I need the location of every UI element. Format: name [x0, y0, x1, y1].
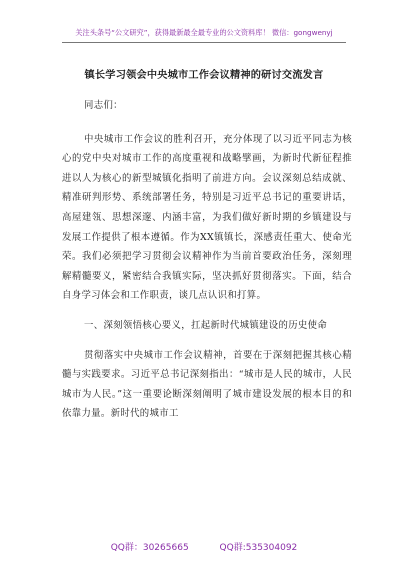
body-paragraph: 中央城市工作会议的胜利召开，充分体现了以习近平同志为核心的党中央对城市工作的高度重视和战略擘画，为新时代新征程推进以人为核心的新型城镇化指明了前进方向。会议深刻总结成就、精准研判形势、系统部署任务，特别是习近平总书记的重要讲话，高屋建瓴、思想深邃、内涵丰富，为我们做好新时期的乡镇建设与发展工作提供了根本遵循。作为XX镇镇长，深感责任重大、使命光荣。我们必须把学习贯彻会议精神作为当前首要政治任务，深刻理解精髓要义，紧密结合我镇实际，坚决抓好贯彻落实。下面，结合自身学习体会和工作职责，谈几点认识和打算。	[62, 133, 352, 302]
header-divider	[62, 42, 346, 43]
salutation: 同志们：	[84, 100, 123, 111]
header-banner: 关注头条号“公文研究”，获得最新最全最专业的公文资料库！ 微信：gongwenyj	[75, 28, 333, 37]
document-title: 镇长学习领会中央城市工作会议精神的研讨交流发言	[84, 69, 324, 81]
section-heading: 一、深刻领悟核心要义，扛起新时代城镇建设的历史使命	[84, 319, 328, 331]
footer	[0, 540, 408, 553]
body-paragraph: 贯彻落实中央城市工作会议精神，首要在于深刻把握其核心精髓与实践要求。习近平总书记深刻指出：“城市是人民的城市，人民城市为人民。”这一重要论断深刻阐明了城市建设发展的根本目的和依靠力量。新时代的城市工	[62, 349, 352, 420]
footer-qq-group-2: QQ群:535304092	[219, 543, 298, 553]
footer-qq-group-1: QQ群：30265665	[110, 543, 189, 553]
document-body	[62, 96, 352, 424]
